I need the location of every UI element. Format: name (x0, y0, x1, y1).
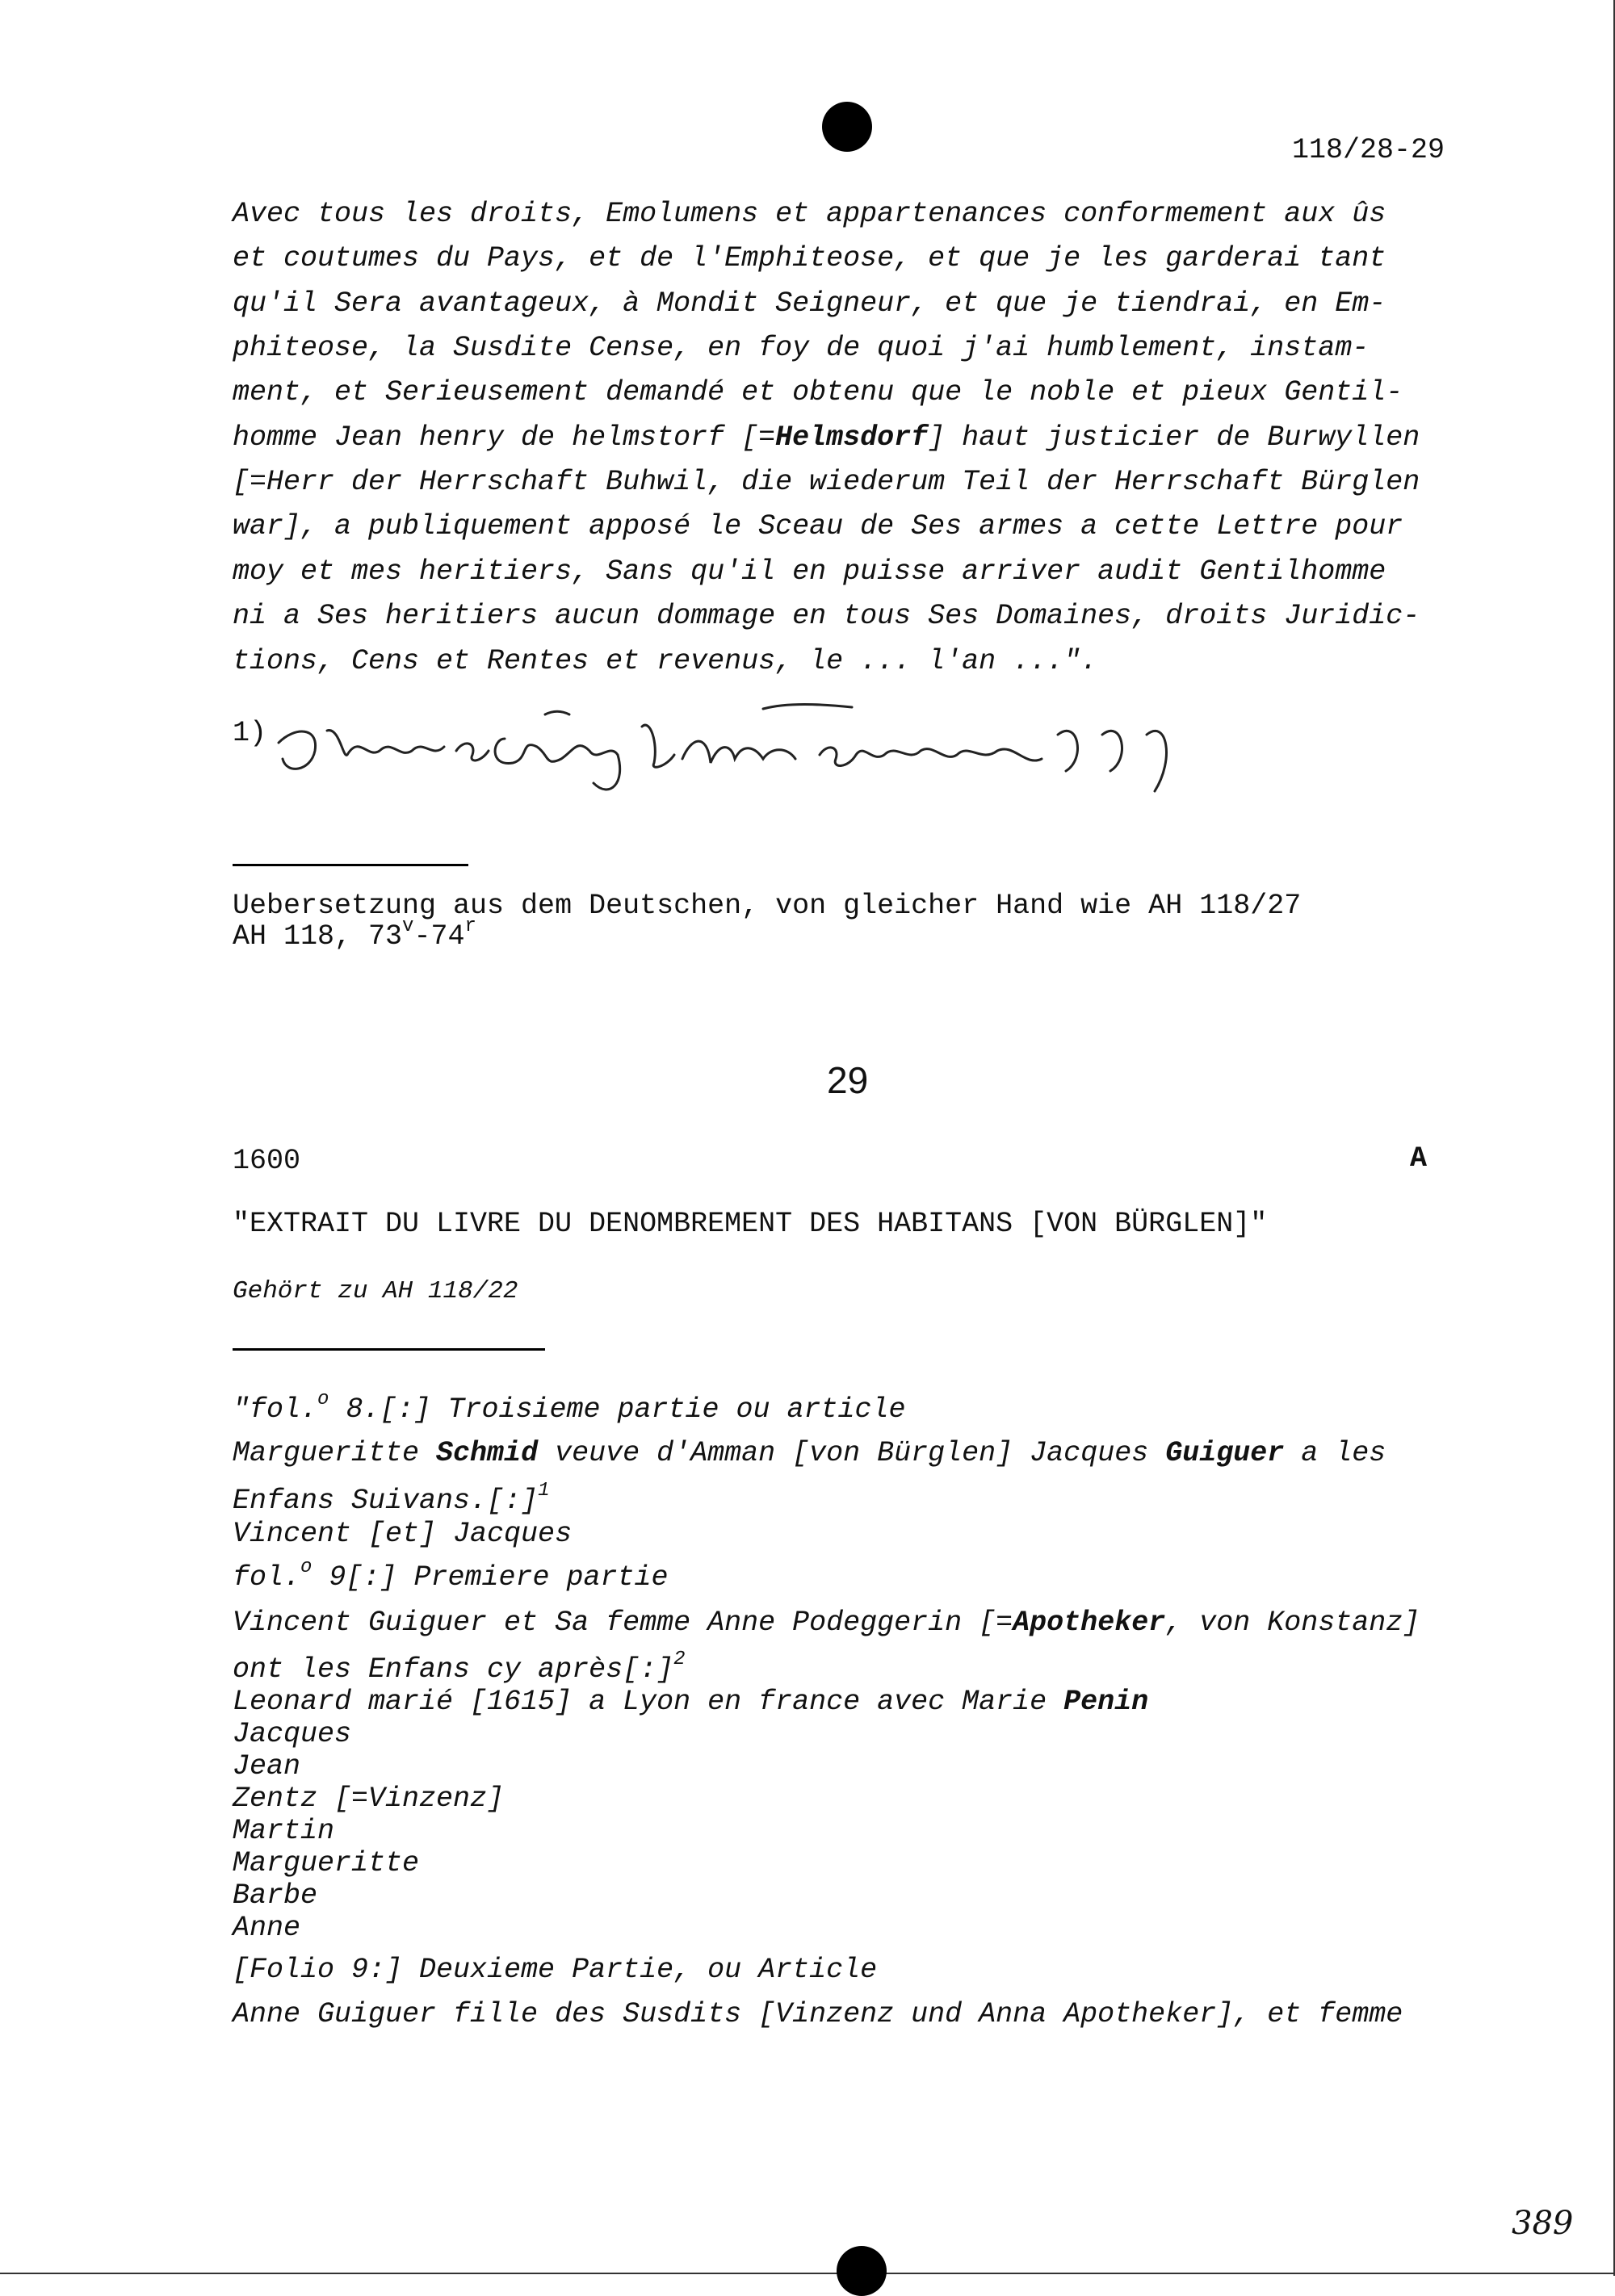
text-line: et coutumes du Pays, et de l'Emphiteose, et que je les garderai tant (233, 242, 1386, 274)
superscript: r (464, 915, 476, 937)
text-line: tions, Cens et Rentes et revenus, le ... l'an ...". (233, 645, 1098, 677)
list-item: Anne (233, 1912, 301, 1944)
handwritten-page-number: 389 (1512, 2205, 1574, 2242)
text-line: ment, et Serieusement demandé et obtenu que le noble et pieux Gentil- (233, 376, 1403, 409)
text-line (233, 1557, 669, 1597)
section-number: 29 (827, 1059, 869, 1101)
text-run: Enfans Suivans.[:] (233, 1485, 539, 1517)
text-line (233, 1437, 1386, 1469)
page-border-bottom (0, 2273, 1615, 2274)
text-line (233, 1686, 1148, 1718)
section-separator (233, 1348, 545, 1351)
text-run: -74 (413, 920, 465, 953)
text-line: war], a publiquement apposé le Sceau de Ses armes a cette Lettre pour (233, 510, 1403, 543)
archive-reference (233, 915, 476, 956)
document-reference: 118/28-29 (1292, 134, 1445, 166)
text-line: [=Herr der Herrschaft Buhwil, die wiederum Teil der Herrschaft Bürglen (233, 466, 1420, 498)
superscript: o (300, 1557, 313, 1578)
section-title: "EXTRAIT DU LIVRE DU DENOMBREMENT DES HABITANS [VON BÜRGLEN]" (233, 1208, 1268, 1240)
text-line: moy et mes heritiers, Sans qu'il en puisse arriver audit Gentilhomme (233, 555, 1386, 588)
list-item: Jean (233, 1750, 301, 1783)
list-item: Jacques (233, 1718, 352, 1750)
footnote-marker: 1) (233, 717, 267, 749)
text-run: Vincent Guiguer et Sa femme Anne Podeggerin [= (233, 1607, 1013, 1639)
translation-note: Uebersetzung aus dem Deutschen, von gleicher Hand wie AH 118/27 (233, 890, 1302, 922)
text-bold: Schmid (436, 1437, 539, 1469)
text-line: [Folio 9:] Deuxieme Partie, ou Article (233, 1954, 878, 1986)
section-year: 1600 (233, 1145, 301, 1177)
text-line: Avec tous les droits, Emolumens et appartenances conformement aux ûs (233, 198, 1386, 230)
text-bold: Helmsdorf (775, 421, 929, 454)
handwritten-footnote-image (271, 694, 1207, 807)
superscript: v (402, 915, 414, 937)
section-letter: A (1410, 1142, 1428, 1175)
punch-hole-top (822, 102, 872, 152)
list-item: Zentz [=Vinzenz] (233, 1783, 505, 1815)
text-line (233, 1480, 550, 1520)
section-belongs-to: Gehört zu AH 118/22 (233, 1277, 518, 1305)
text-line: ni a Ses heritiers aucun dommage en tous Ses Domaines, droits Juridic- (233, 600, 1420, 632)
list-item: Martin (233, 1815, 335, 1847)
footnote-ref: 2 (673, 1649, 686, 1670)
text-run: "fol. (233, 1393, 318, 1426)
text-line (233, 1607, 1420, 1639)
text-line: qu'il Sera avantageux, à Mondit Seigneur, et que je tiendrai, en Em- (233, 287, 1386, 320)
text-run: veuve d'Amman [von Bürglen] Jacques (538, 1437, 1166, 1469)
text-run: Margueritte (233, 1437, 437, 1469)
superscript: o (317, 1389, 329, 1410)
text-run: Leonard marié [1615] a Lyon en france avec Marie (233, 1686, 1064, 1718)
text-run: homme Jean henry de helmstorf [= (233, 421, 776, 454)
text-line (233, 1649, 686, 1689)
text-line: phiteose, la Susdite Cense, en foy de quoi j'ai humblement, instam- (233, 332, 1370, 364)
list-item: Barbe (233, 1879, 318, 1912)
text-run: 9[:] Premiere partie (312, 1561, 669, 1594)
punch-hole-bottom (837, 2246, 887, 2296)
footnote-ref: 1 (538, 1480, 550, 1502)
text-run: ] haut justicier de Burwyllen (928, 421, 1420, 454)
text-line: Anne Guiguer fille des Susdits [Vinzenz und Anna Apotheker], et femme (233, 1998, 1403, 2030)
text-run: ont les Enfans cy après[:] (233, 1653, 674, 1686)
text-run: AH 118, 73 (233, 920, 403, 953)
text-line (233, 1389, 906, 1429)
text-line (233, 421, 1420, 454)
text-run: fol. (233, 1561, 301, 1594)
text-run: , von Konstanz] (1165, 1607, 1420, 1639)
footnote-separator (233, 864, 468, 866)
text-line: Vincent [et] Jacques (233, 1518, 573, 1550)
text-bold: Apotheker (1013, 1607, 1166, 1639)
text-bold: Penin (1063, 1686, 1149, 1718)
text-run: 8.[:] Troisieme partie ou article (329, 1393, 906, 1426)
text-bold: Guiguer (1165, 1437, 1285, 1469)
text-run: a les (1284, 1437, 1386, 1469)
list-item: Margueritte (233, 1847, 420, 1879)
